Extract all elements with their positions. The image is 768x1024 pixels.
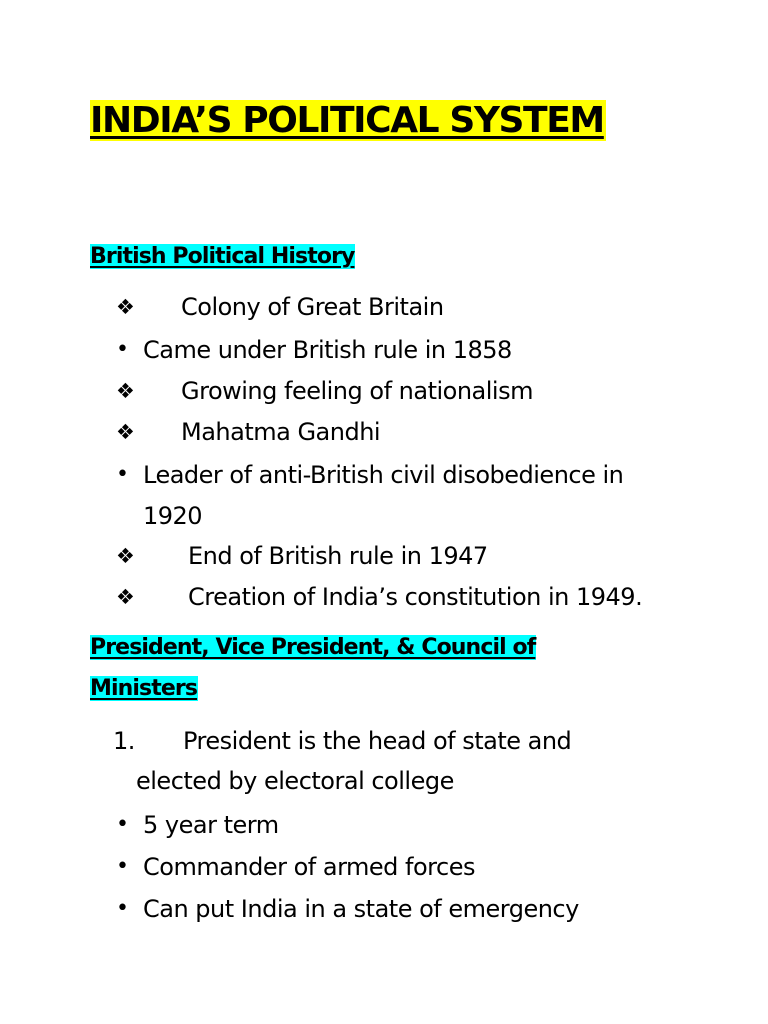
list-item: [0, 371, 768, 411]
list-item-text: Can put India in a state of emergency: [143, 895, 579, 923]
diamond-bullet-icon: ❖: [116, 585, 135, 609]
round-bullet-icon: •: [116, 462, 129, 487]
list-item: [0, 412, 768, 452]
list-item-text: President is the head of state and: [183, 727, 572, 755]
round-bullet-icon: •: [116, 854, 129, 879]
section-heading-text: British Political History: [90, 244, 355, 269]
list-item-continuation-text: elected by electoral college: [136, 767, 454, 795]
list-item-text: End of British rule in 1947: [188, 542, 488, 570]
list-item-text: 5 year term: [143, 811, 279, 839]
section-heading-text: President, Vice President, & Council of: [90, 635, 536, 660]
list-item-continuation: [0, 761, 768, 801]
diamond-bullet-icon: ❖: [116, 420, 135, 444]
list-item: [0, 330, 768, 370]
list-item: [0, 889, 768, 929]
diamond-bullet-icon: ❖: [116, 295, 135, 319]
list-item-text: Creation of India’s constitution in 1949.: [188, 583, 643, 611]
list-item-text: Colony of Great Britain: [181, 293, 444, 321]
list-item: [0, 577, 768, 617]
round-bullet-icon: •: [116, 337, 129, 362]
round-bullet-icon: •: [116, 896, 129, 921]
list-item: [0, 721, 768, 761]
list-item-text: Mahatma Gandhi: [181, 418, 381, 446]
list-item-text: Commander of armed forces: [143, 853, 475, 881]
document-title-text: INDIA’S POLITICAL SYSTEM: [90, 100, 604, 141]
diamond-bullet-icon: ❖: [116, 379, 135, 403]
section-heading-president-council-line2: [90, 670, 198, 708]
list-item: [0, 536, 768, 576]
list-item-continuation-text: 1920: [143, 502, 203, 530]
section-heading-british-political-history: [90, 238, 355, 276]
list-item-text: Growing feeling of nationalism: [181, 377, 533, 405]
list-item: [0, 287, 768, 327]
list-item-text: Leader of anti-British civil disobedience in: [143, 461, 624, 489]
list-item-text: Came under British rule in 1858: [143, 336, 512, 364]
section-heading-president-council: [90, 629, 536, 667]
list-item-number: 1.: [113, 727, 135, 755]
section-heading-text: Ministers: [90, 676, 198, 701]
list-item: [0, 847, 768, 887]
list-item: [0, 805, 768, 845]
list-item-continuation: [0, 496, 768, 536]
list-item: [0, 455, 768, 495]
document-title: [90, 94, 606, 148]
round-bullet-icon: •: [116, 812, 129, 837]
diamond-bullet-icon: ❖: [116, 544, 135, 568]
